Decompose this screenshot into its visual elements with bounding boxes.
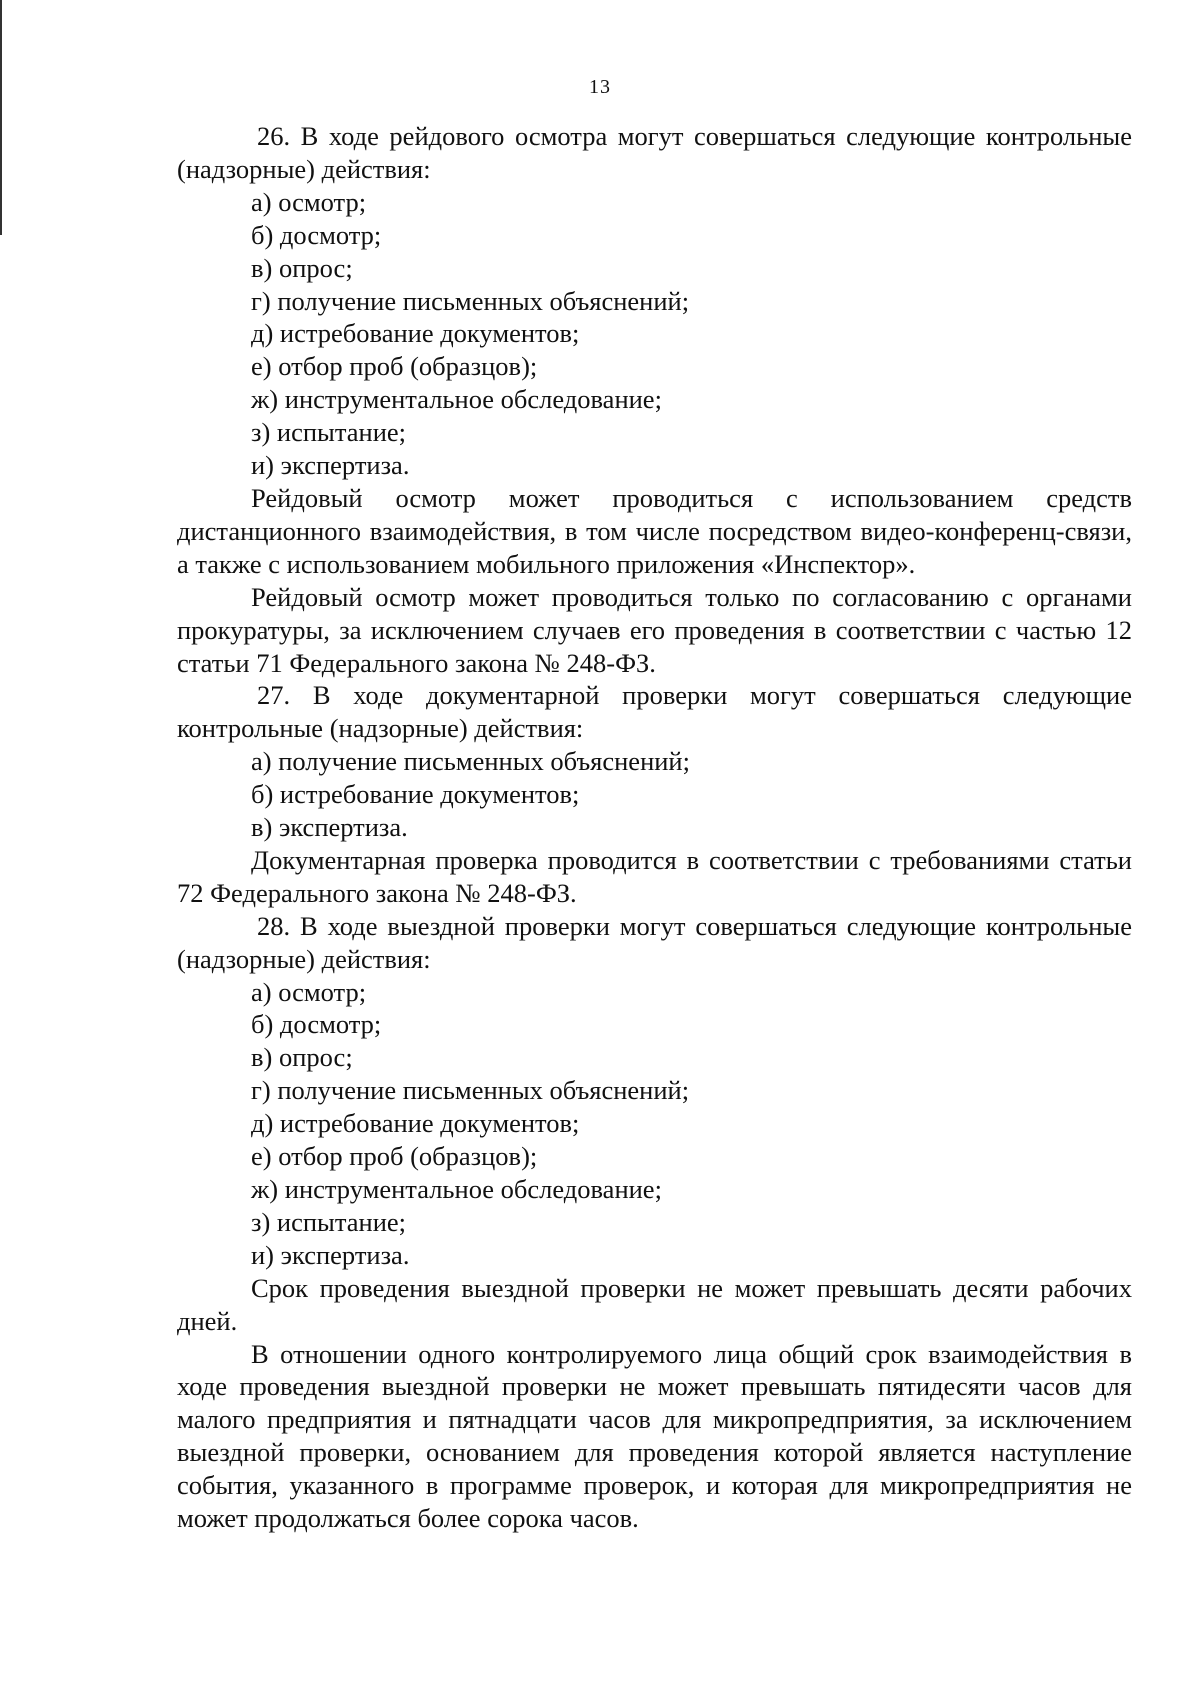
section-28-item: е) отбор проб (образцов);: [251, 1141, 538, 1172]
section-28-item: д) истребование документов;: [251, 1108, 580, 1139]
section-26-paragraph: Рейдовый осмотр может проводиться только по согласованию с органами прокуратуры, за исключением случаев его проведения в соответствии с частью 12 статьи 71 Федерального закона № 248-ФЗ.: [177, 581, 1132, 678]
section-26-intro: 26. В ходе рейдового осмотра могут совершаться следующие контрольные (надзорные) действия:: [177, 121, 1132, 184]
section-26-paragraph: Рейдовый осмотр может проводиться с использованием средств дистанционного взаимодействия, в том числе посредством видео-конференц-связи, а также с использованием мобильного приложения «Инспектор».: [177, 482, 1132, 579]
section-28-item: б) досмотр;: [251, 1009, 382, 1040]
section-28-item: и) экспертиза.: [251, 1239, 410, 1270]
section-26-item: е) отбор проб (образцов);: [251, 351, 538, 382]
section-26-item: и) экспертиза.: [251, 450, 410, 481]
section-27-item: а) получение письменных объяснений;: [251, 746, 690, 777]
section-26-item: б) досмотр;: [251, 219, 382, 250]
section-28-item: г) получение письменных объяснений;: [251, 1075, 690, 1106]
section-26-item: з) испытание;: [251, 417, 407, 448]
page-number: 13: [589, 76, 611, 98]
section-28-item: в) опрос;: [251, 1042, 353, 1073]
section-28-item: ж) инструментальное обследование;: [251, 1174, 662, 1204]
section-27-item: б) истребование документов;: [251, 779, 580, 810]
section-28-item: а) осмотр;: [251, 976, 367, 1007]
scan-edge-line: [0, 0, 2, 235]
section-26-item: г) получение письменных объяснений;: [251, 285, 690, 316]
section-27-item: в) экспертиза.: [251, 812, 408, 843]
section-27-intro: 27. В ходе документарной проверки могут совершаться следующие контрольные (надзорные) действия:: [177, 680, 1132, 744]
section-26-item: ж) инструментальное обследование;: [251, 384, 662, 415]
section-28-paragraph: В отношении одного контролируемого лица общий срок взаимодействия в ходе проведения выездной проверки не может превышать пятидесяти часов для малого предприятия и пятнадцати часов для микропредприятия, за исключением выездной проверки, основанием для проведения которой является наступление события, указанного в программе проверок, и которая для микропредприятия не может продолжаться более сорока часов.: [177, 1338, 1132, 1534]
section-26-item: д) истребование документов;: [251, 318, 580, 349]
document-body: [177, 120, 1132, 1535]
section-27-paragraph: Документарная проверка проводится в соответствии с требованиями статьи 72 Федерального закона № 248-ФЗ.: [177, 844, 1132, 908]
section-26-item: в) опрос;: [251, 252, 353, 283]
section-28-intro: 28. В ходе выездной проверки могут совершаться следующие контрольные (надзорные) действия:: [177, 910, 1132, 974]
section-28-item: з) испытание;: [251, 1206, 407, 1237]
section-26-item: а) осмотр;: [251, 186, 367, 217]
section-28-paragraph: Срок проведения выездной проверки не может превышать десяти рабочих дней.: [177, 1272, 1132, 1336]
